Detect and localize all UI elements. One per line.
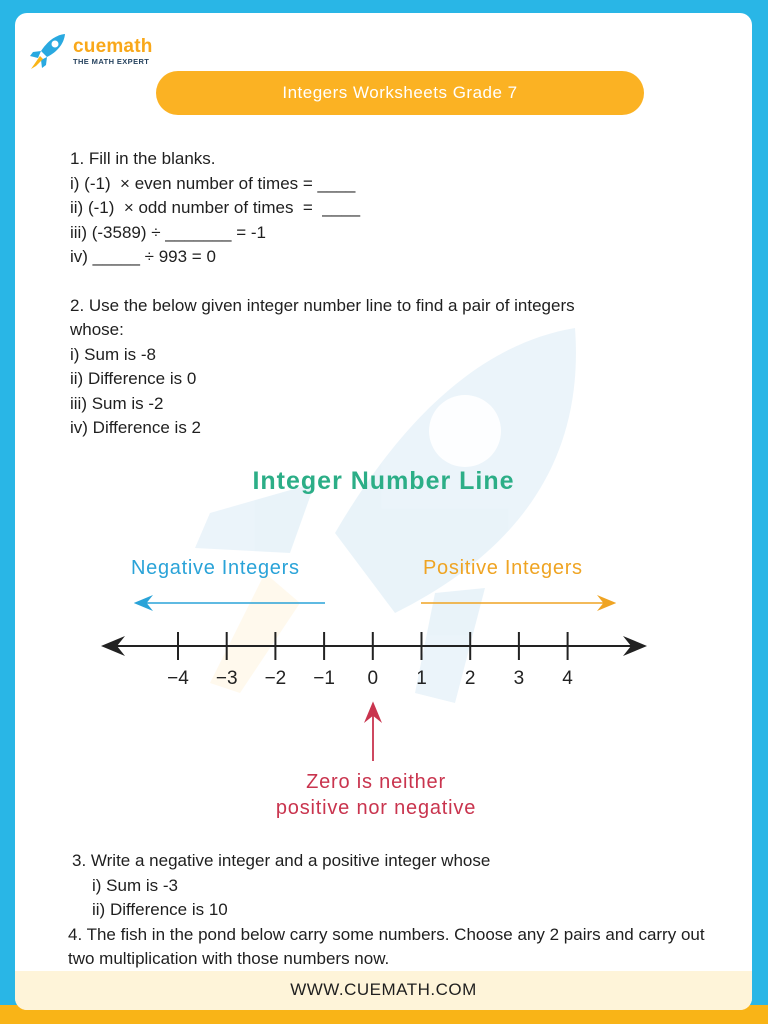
zero-note-line: Zero is neither [306, 771, 446, 793]
question-3-prompt: 3. Write a negative integer and a positive integer whose [72, 851, 491, 870]
question-1-item: ii) (-1) × odd number of times = ____ [70, 198, 361, 217]
question-1-prompt: 1. Fill in the blanks. [70, 149, 216, 168]
zero-note [15, 769, 737, 821]
brand-tagline: THE MATH EXPERT [73, 56, 150, 66]
question-3-item: ii) Difference is 10 [92, 900, 228, 919]
tick-label: −1 [313, 668, 335, 689]
positive-integers-label: Positive Integers [423, 557, 583, 579]
tick-label: 0 [367, 668, 379, 689]
tick-marks [167, 632, 573, 689]
worksheet-page [15, 13, 752, 1010]
questions-3-4 [68, 849, 732, 972]
tick-label: −3 [215, 668, 238, 689]
question-1-item: iii) (-3589) ÷ _______ = -1 [70, 222, 266, 242]
zero-note-line: positive nor negative [275, 797, 477, 819]
tick-label: 3 [513, 668, 525, 689]
question-2-item: iv) Difference is 2 [70, 418, 202, 437]
footer-url[interactable]: WWW.CUEMATH.COM [290, 980, 477, 999]
negative-integers-label: Negative Integers [131, 557, 300, 579]
tick-label: 2 [464, 668, 476, 689]
question-2-prompt: 2. Use the below given integer number line to find a pair of integers whose: [70, 295, 575, 339]
tick-label: −4 [167, 668, 189, 689]
brand-name: cuemath [73, 35, 153, 57]
question-2-item: ii) Difference is 0 [70, 369, 197, 388]
question-3-item: i) Sum is -3 [92, 875, 178, 895]
worksheet-title: Integers Worksheets Grade 7 [156, 71, 644, 115]
question-2-item: iii) Sum is -2 [70, 393, 164, 413]
tick-label: 1 [416, 668, 427, 689]
question-1-item: iv) _____ ÷ 993 = 0 [70, 247, 216, 266]
question-1-item: i) (-1) × even number of times = ____ [70, 173, 356, 193]
question-4-prompt: 4. The fish in the pond below carry some numbers. Choose any 2 pairs and carry out two multiplication with those numbers now. [68, 924, 705, 968]
footer [15, 971, 752, 1010]
tick-label: −2 [264, 668, 287, 689]
tick-label: 4 [562, 668, 573, 689]
number-line-title: Integer Number Line [252, 467, 515, 495]
question-2-item: i) Sum is -8 [70, 344, 156, 364]
